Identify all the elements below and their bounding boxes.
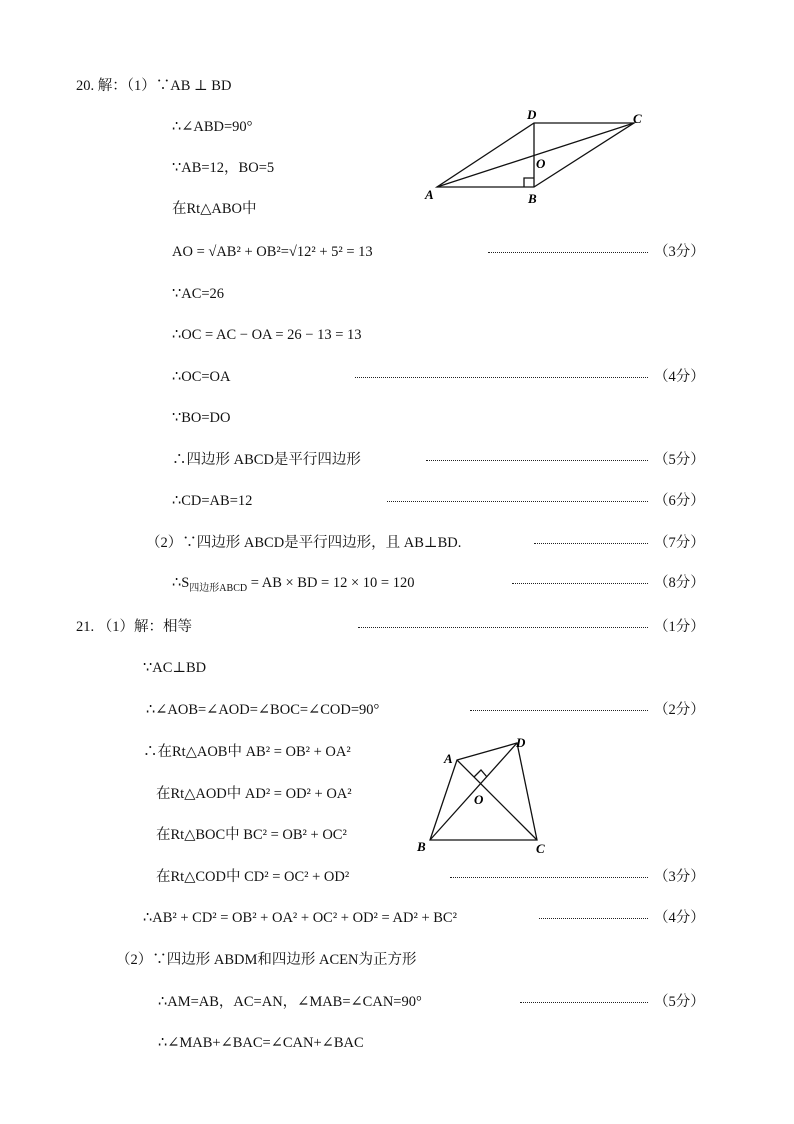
p20-score-4: （4分） — [355, 367, 705, 387]
p21-line-9: ∴AM=AB，AC=AN，∠MAB=∠CAN=90° — [158, 994, 422, 1010]
p20-label-d: D — [527, 107, 537, 122]
p21-line-10: ∴∠MAB+∠BAC=∠CAN+∠BAC — [158, 1035, 364, 1051]
p20-line-4: AO = √AB² + OB²=√12² + 5² = 13 — [172, 244, 373, 260]
p20-line-1: ∴∠ABD=90° — [172, 119, 253, 135]
p20-line-9: ∴四边形 ABCD是平行四边形 — [172, 452, 361, 468]
p20-parallelogram-figure — [420, 100, 650, 210]
p21-line-4: 在Rt△AOD中 AD² = OD² + OA² — [156, 786, 352, 802]
p20-score-3: （3分） — [488, 242, 705, 262]
p20-label-a: A — [425, 187, 434, 202]
p20-line-5: ∵AC=26 — [172, 286, 225, 302]
p21-score-2: （2分） — [470, 700, 705, 720]
p21-line-1: ∵AC⊥BD — [143, 660, 207, 676]
p21-label-b: B — [417, 839, 426, 854]
p20-label-b: B — [528, 191, 537, 206]
p20-line-2: ∵AB=12，BO=5 — [172, 160, 275, 176]
p21-label-c: C — [536, 841, 545, 856]
p21-line-6: 在Rt△COD中 CD² = OC² + OD² — [156, 869, 350, 885]
p20-heading: 20. 解：（1）∵AB ⊥ BD — [76, 78, 232, 94]
p20-line-10: ∴CD=AB=12 — [172, 493, 253, 509]
p21-line-3: ∴在Rt△AOB中 AB² = OB² + OA² — [143, 744, 351, 760]
p20-score-8: （8分） — [512, 573, 705, 593]
p21-line-2: ∴∠AOB=∠AOD=∠BOC=∠COD=90° — [146, 702, 380, 718]
p21-quadrilateral-figure — [412, 730, 562, 860]
p21-line-7: ∴AB² + CD² = OB² + OA² + OC² + OD² = AD² + BC² — [143, 910, 457, 926]
p21-line-5: 在Rt△BOC中 BC² = OB² + OC² — [156, 827, 347, 843]
p21-label-a: A — [444, 751, 453, 766]
p20-part2-line: （2）∵四边形 ABCD是平行四边形，且 AB⊥BD. — [146, 535, 462, 551]
p21-part2-line: （2）∵四边形 ABDM和四边形 ACEN为正方形 — [116, 952, 417, 968]
p20-score-6: （6分） — [387, 491, 705, 511]
p21-score-5: （5分） — [520, 992, 705, 1012]
p20-line-6: ∴OC = AC − OA = 26 − 13 = 13 — [172, 327, 362, 343]
p21-score-4: （4分） — [539, 908, 705, 928]
p21-label-o: O — [474, 792, 484, 807]
p21-score-1: （1分） — [358, 617, 705, 637]
p20-line-3: 在Rt△ABO中 — [172, 201, 257, 217]
p20-line-7: ∴OC=OA — [172, 369, 231, 385]
p20-score-5: （5分） — [426, 450, 705, 470]
p20-label-o: O — [536, 156, 546, 171]
p21-score-3: （3分） — [450, 867, 705, 887]
p20-label-c: C — [633, 111, 642, 126]
p20-area-line: $\therefore S_{四边形ABCD}$ = AB × BD = 12 × 10 = 120 — [172, 575, 415, 594]
p21-label-d: D — [516, 735, 526, 750]
p20-line-8: ∵BO=DO — [172, 410, 231, 426]
p20-score-7: （7分） — [534, 533, 705, 553]
p21-heading: 21. （1）解：相等 — [76, 619, 192, 635]
